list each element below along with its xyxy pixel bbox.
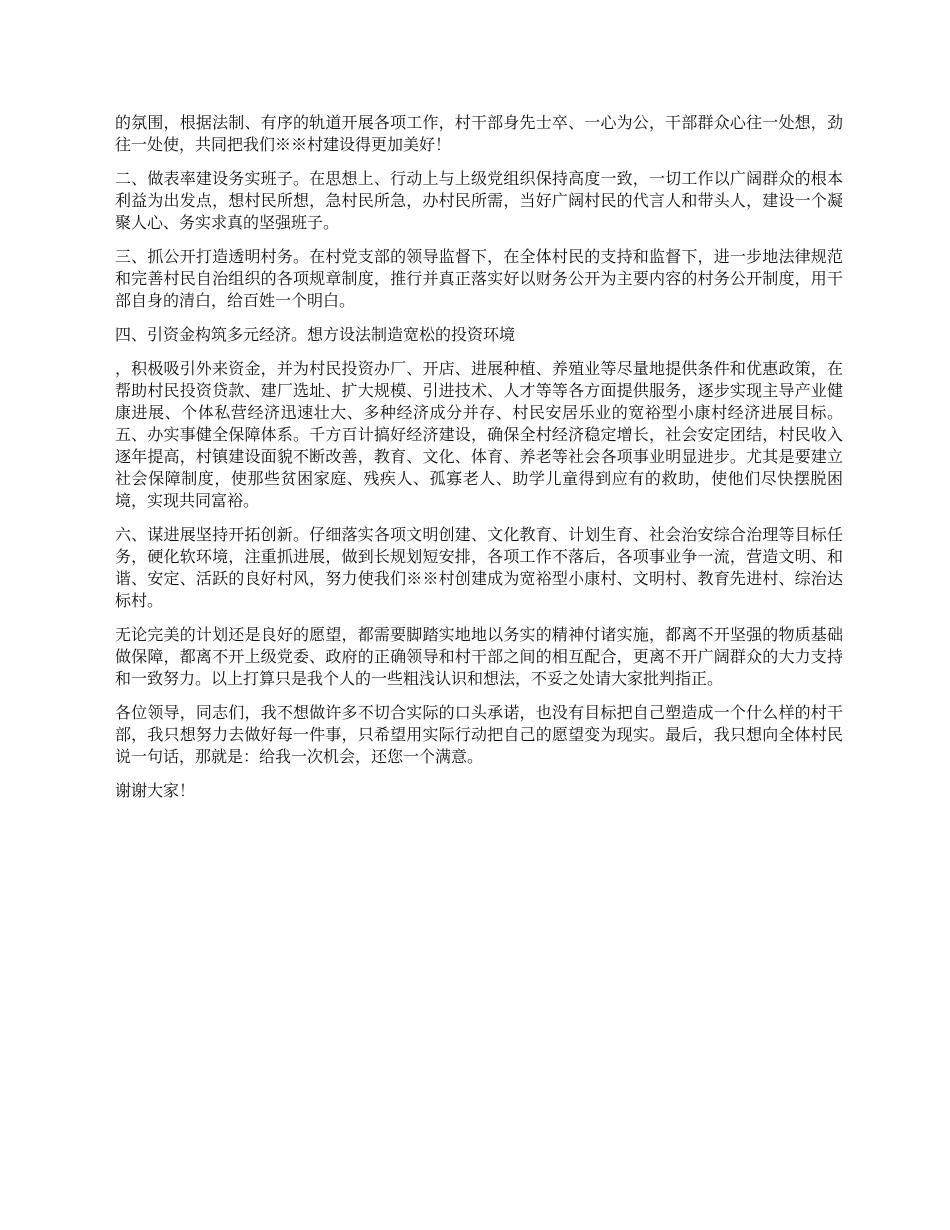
paragraph-conclusion: 无论完美的计划还是良好的愿望，都需要脚踏实地地以务实的精神付诸实施，都离不开坚强的物质基础做保障，都离不开上级党委、政府的正确领导和村干部之间的相互配合，更离不开广阔群众的大力支持和一致努力。以上打算只是我个人的一些粗浅认识和想法，不妥之处请大家批判指正。 [115, 625, 843, 688]
paragraph-investment-heading: 四、引资金构筑多元经济。想方设法制造宽松的投资环境 [115, 325, 516, 344]
paragraph-closing-remarks: 各位领导，同志们，我不想做许多不切合实际的口头承诺，也没有目标把自己塑造成一个什么样的村干部，我只想努力去做好每一件事，只希望用实际行动把自己的愿望变为现实。最后，我只想向全体村民说一句话，那就是：给我一次机会，还您一个满意。 [115, 703, 843, 766]
document-body [115, 112, 843, 814]
paragraph-atmosphere: 的氛围，根据法制、有序的轨道开展各项工作，村干部身先士卒、一心为公，干部群众心往一处想，劲往一处使，共同把我们※※村建设得更加美好！ [115, 113, 843, 154]
paragraph-thanks: 谢谢大家！ [115, 781, 196, 800]
paragraph-team-building: 二、做表率建设务实班子。在思想上、行动上与上级党组织保持高度一致，一切工作以广阔群众的根本利益为出发点，想村民所想，急村民所急，办村民所需，当好广阔村民的代言人和带头人，建设一个凝聚人心、务实求真的坚强班子。 [115, 169, 843, 232]
paragraph-transparency: 三、抓公开打造透明村务。在村党支部的领导监督下，在全体村民的支持和监督下，进一步地法律规范和完善村民自治组织的各项规章制度，推行并真正落实好以财务公开为主要内容的村务公开制度，用干部自身的清白，给百姓一个明白。 [115, 247, 843, 310]
paragraph-innovation: 六、谋进展坚持开拓创新。仔细落实各项文明创建、文化教育、计划生育、社会治安综合治理等目标任务，硬化软环境，注重抓进展，做到长规划短安排，各项工作不落后，各项事业争一流，营造文明、和谐、安定、活跃的良好村风，努力使我们※※村创建成为宽裕型小康村、文明村、教育先进村、综治达标村。 [115, 525, 843, 610]
paragraph-investment-detail: ，积极吸引外来资金，并为村民投资办厂、开店、进展种植、养殖业等尽量地提供条件和优惠政策，在帮助村民投资贷款、建厂选址、扩大规模、引进技术、人才等等各方面提供服务，逐步实现主导产业健康进展、个体私营经济迅速壮大、多种经济成分并存、村民安居乐业的宽裕型小康村经济进展目标。五、办实事健全保障体系。千方百计搞好经济建设，确保全村经济稳定增长，社会安定团结，村民收入逐年提高，村镇建设面貌不断改善，教育、文化、体育、养老等社会各项事业明显进步。尤其是要建立社会保障制度，使那些贫困家庭、残疾人、孤寡老人、助学儿童得到应有的救助，使他们尽快摆脱困境，实现共同富裕。 [115, 359, 843, 510]
